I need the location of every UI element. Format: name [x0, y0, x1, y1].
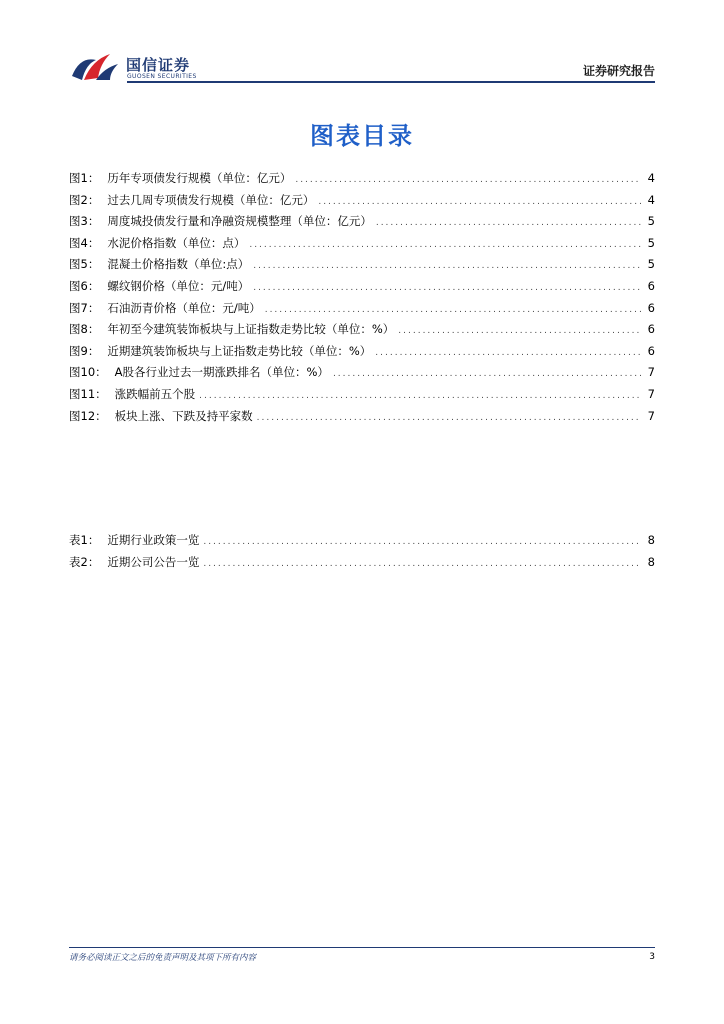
figure-list	[69, 170, 655, 429]
toc-dot-leader	[203, 559, 641, 569]
toc-dot-leader	[199, 391, 641, 401]
toc-dot-leader	[253, 261, 641, 271]
toc-entry[interactable]	[69, 532, 655, 554]
toc-entry-page: 6	[647, 343, 655, 358]
toc-entry-title: 板块上涨、下跌及持平家数	[114, 408, 253, 423]
toc-dot-leader	[253, 283, 641, 293]
toc-entry-page: 8	[647, 554, 655, 569]
toc-entry-page: 5	[647, 235, 655, 250]
toc-entry-page: 4	[647, 171, 655, 185]
toc-entry-number: 图9：	[69, 343, 100, 358]
toc-entry-title: 过去几周专项债发行规模（单位：亿元）	[107, 192, 315, 207]
toc-entry[interactable]	[69, 300, 655, 322]
report-type-label: 证券研究报告	[582, 64, 655, 78]
toc-entry-title: 涨跌幅前五个股	[114, 386, 196, 401]
header-divider	[127, 81, 655, 83]
toc-entry-title: 石油沥青价格（单位：元/吨）	[107, 300, 261, 315]
toc-entry[interactable]	[69, 256, 655, 278]
toc-entry-title: 年初至今建筑装饰板块与上证指数走势比较（单位：%）	[107, 322, 395, 337]
toc-entry-number: 图4：	[69, 235, 100, 250]
toc-entry-number: 图11：	[69, 386, 107, 401]
toc-entry-number: 表1：	[69, 533, 100, 547]
disclaimer-text: 请务必阅读正文之后的免责声明及其项下所有内容	[69, 953, 257, 963]
toc-entry-title: 水泥价格指数（单位：点）	[107, 235, 246, 250]
brand-name-english: GUOSEN SECURITIES	[127, 73, 197, 80]
toc-entry-title: A股各行业过去一期涨跌排名（单位：%）	[114, 365, 329, 380]
toc-dot-leader	[265, 305, 641, 315]
toc-entry[interactable]	[69, 343, 655, 365]
toc-entry-number: 表2：	[69, 554, 100, 569]
toc-dot-leader	[398, 326, 641, 336]
toc-dot-leader	[203, 537, 641, 547]
toc-dot-leader	[295, 175, 641, 185]
toc-entry-title: 混凝土价格指数（单位:点）	[107, 257, 250, 272]
footer-divider	[69, 947, 655, 948]
toc-entry[interactable]	[69, 213, 655, 235]
toc-entry-number: 图1：	[69, 171, 100, 185]
toc-entry[interactable]	[69, 408, 655, 430]
toc-entry-page: 4	[647, 192, 655, 207]
page-header	[0, 0, 724, 90]
toc-entry-number: 图12：	[69, 408, 107, 423]
toc-entry-page: 5	[647, 214, 655, 229]
toc-entry[interactable]	[69, 386, 655, 408]
toc-dot-leader	[376, 218, 641, 228]
toc-entry[interactable]	[69, 235, 655, 257]
brand-name: 国信证券	[126, 56, 191, 74]
page-number: 3	[649, 952, 655, 962]
toc-entry-title: 近期公司公告一览	[107, 554, 200, 569]
toc-entry-page: 6	[647, 278, 655, 293]
toc-entry-number: 图2：	[69, 192, 100, 207]
toc-entry-number: 图6：	[69, 278, 100, 293]
page-title: 图表目录	[310, 122, 414, 150]
toc-entry-number: 图7：	[69, 300, 100, 315]
toc-entry-number: 图3：	[69, 214, 100, 229]
toc-entry-title: 周度城投债发行量和净融资规模整理（单位：亿元）	[107, 214, 372, 229]
toc-dot-leader	[257, 413, 641, 423]
toc-dot-leader	[249, 240, 641, 250]
toc-entry-title: 近期建筑装饰板块与上证指数走势比较（单位：%）	[107, 343, 372, 358]
toc-entry-page: 7	[647, 386, 655, 401]
toc-entry-page: 8	[647, 533, 655, 547]
guosen-logo-icon	[70, 50, 120, 84]
toc-entry-number: 图5：	[69, 257, 100, 272]
toc-entry-page: 6	[647, 322, 655, 337]
toc-entry-page: 7	[647, 408, 655, 423]
toc-entry[interactable]	[69, 192, 655, 214]
toc-entry-page: 5	[647, 257, 655, 272]
table-list	[69, 532, 655, 575]
toc-entry-number: 图8：	[69, 322, 100, 337]
toc-entry-title: 螺纹钢价格（单位：元/吨）	[107, 278, 250, 293]
toc-entry[interactable]	[69, 364, 655, 386]
toc-entry[interactable]	[69, 278, 655, 300]
toc-dot-leader	[318, 197, 641, 207]
toc-dot-leader	[375, 348, 641, 358]
toc-entry-page: 7	[647, 365, 655, 380]
toc-entry-page: 6	[647, 300, 655, 315]
toc-entry-number: 图10：	[69, 365, 107, 380]
toc-entry-title: 近期行业政策一览	[107, 533, 200, 547]
toc-entry[interactable]	[69, 170, 655, 192]
toc-dot-leader	[333, 369, 641, 379]
toc-entry[interactable]	[69, 321, 655, 343]
toc-entry[interactable]	[69, 554, 655, 576]
toc-entry-title: 历年专项债发行规模（单位：亿元）	[107, 171, 292, 185]
